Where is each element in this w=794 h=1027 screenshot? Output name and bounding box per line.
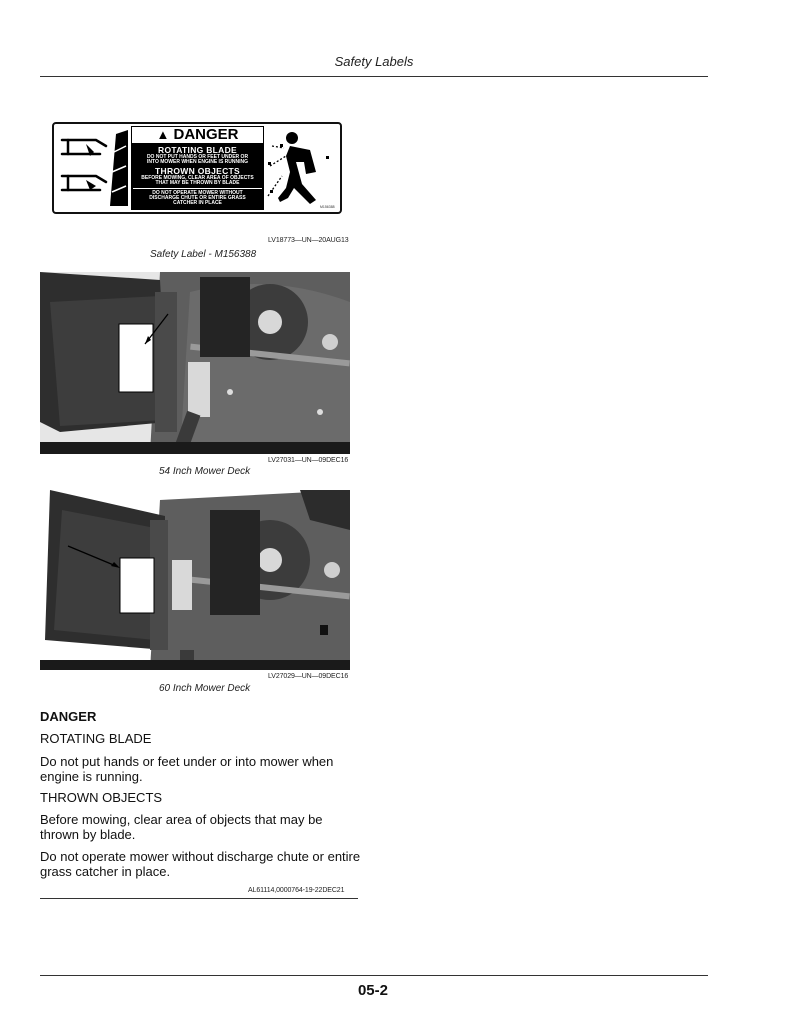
label-hazard-2-line-2: THAT MAY BE THROWN BY BLADE [155, 180, 240, 186]
reference-code: AL61114,0000764-19-22DEC21 [248, 887, 345, 894]
page-header-title: Safety Labels [334, 54, 414, 69]
label-divider [133, 188, 262, 189]
footer-rule [40, 975, 708, 976]
page-number: 05-2 [357, 982, 388, 999]
thrown-objects-heading: THROWN OBJECTS [40, 790, 163, 805]
label-hazard-1-line-1: DO NOT PUT HANDS OR FEET UNDER OR [146, 154, 249, 160]
thrown-objects-text: Before mowing, clear area of objects that may be thrown by blade. [40, 812, 323, 842]
figure-caption-2: 54 Inch Mower Deck [159, 466, 251, 477]
figure-caption-3: 60 Inch Mower Deck [159, 683, 251, 694]
figure-code-3: LV27029—UN—09DEC16 [268, 673, 349, 680]
label-instruction-line-3: CATCHER IN PLACE [173, 200, 222, 206]
figure-caption-1: Safety Label - M156388 [150, 249, 257, 260]
label-signal-word: ▲ DANGER [131, 126, 264, 144]
label-hazard-1-line-2: INTO MOWER WHEN ENGINE IS RUNNING [146, 159, 249, 165]
mower-deck-54-photo [40, 272, 350, 454]
warning-triangle-icon: ▲ [156, 127, 170, 142]
thrown-objects-figure-icon [266, 126, 338, 210]
operate-mower-text: Do not operate mower without discharge chute or entire grass catcher in place. [40, 849, 361, 879]
label-hazard-1: ROTATING BLADE [158, 145, 237, 155]
danger-heading: DANGER [40, 709, 97, 724]
rotating-blade-heading: ROTATING BLADE [40, 731, 152, 746]
header-rule [40, 76, 708, 77]
label-hazard-2-line-1: BEFORE MOWING, CLEAR AREA OF OBJECTS [141, 175, 254, 181]
label-part-id: M156388 [320, 205, 335, 209]
label-instruction-line-1: DO NOT OPERATE MOWER WITHOUT [152, 190, 243, 196]
mower-deck-60-photo [40, 490, 350, 670]
figure-code-2: LV27031—UN—09DEC16 [268, 457, 349, 464]
figure-code-1: LV18773—UN—20AUG13 [268, 237, 349, 244]
label-instruction-line-2: DISCHARGE CHUTE OR ENTIRE GRASS [149, 195, 246, 201]
rotating-blade-text: Do not put hands or feet under or into mower when engine is running. [40, 754, 334, 784]
label-hazard-2: THROWN OBJECTS [155, 166, 240, 176]
hand-feet-hazard-icon [56, 126, 130, 210]
section-end-rule [40, 898, 358, 899]
